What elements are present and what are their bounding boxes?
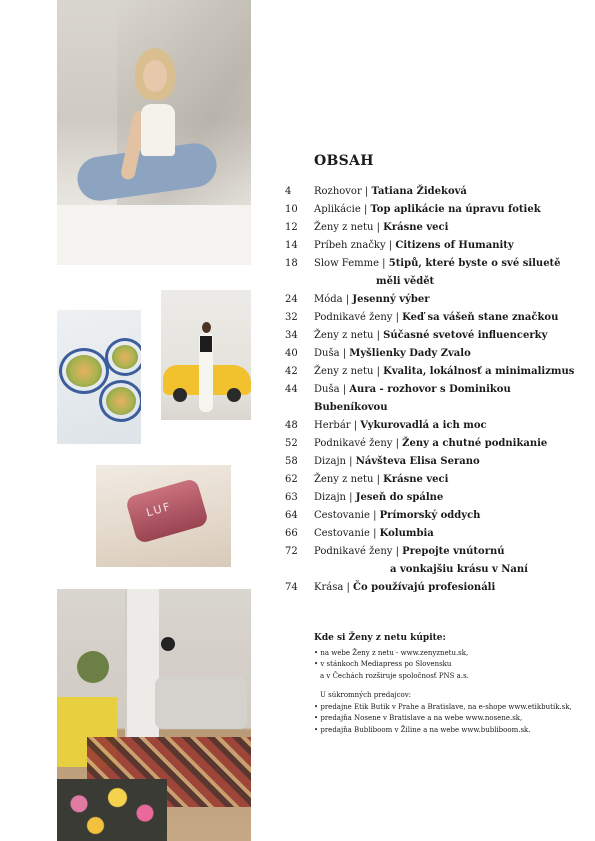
toc-section: Rozhovor [314,186,362,197]
toc-page-number: 14 [285,240,298,251]
buy-line: • predajňa Bubliboom v Žiline a na webe www.bubliboom.sk. [314,725,531,734]
toc-page-number: 48 [285,420,298,431]
toc-page-number: 72 [285,546,298,557]
toc-section: Príbeh značky [314,240,386,251]
toc-section: Podnikavé ženy [314,546,393,557]
buy-line: • na webe Ženy z netu - www.zenyznetu.sk, [314,648,469,657]
buy-line: a v Čechách rozširuje spoločnosť PNS a.s. [320,671,469,680]
toc-row: 34 Ženy z netu | Súčasné svetové influencerky [280,327,580,345]
toc-page-number: 62 [285,474,298,485]
toc-page-number: 10 [285,204,298,215]
toc-section: Ženy z netu [314,366,374,377]
toc-row: 58 Dizajn | Návšteva Elisa Serano [280,453,580,471]
toc-article-title: Vykurovadlá a ich moc [360,420,487,431]
toc-section: Dizajn [314,492,346,503]
jar-logo-text: LUF [144,499,174,520]
toc-row: 64 Cestovanie | Prímorský oddych [280,507,580,525]
toc-article-title: Kvalita, lokálnosť a minimalizmus [383,366,575,377]
toc-section: Herbár [314,420,351,431]
toc-row: 10 Aplikácie | Top aplikácie na úpravu fotiek [280,201,580,219]
buy-line: • predajne Etik Butik v Prahe a Bratislave, na e-shope www.etikbutik.sk, [314,702,572,711]
toc-page-number: 64 [285,510,298,521]
toc-article-title: Top aplikácie na úpravu fotiek [370,204,541,215]
toc-article-title: Myšlienky Dady Zvalo [349,348,471,359]
toc-section: Aplikácie [314,204,361,215]
contents-heading: OBSAH [314,153,374,169]
toc-row: 32 Podnikavé ženy | Keď sa vášeň stane značkou [280,309,580,327]
toc-page-number: 74 [285,582,298,593]
toc-page-number: 24 [285,294,298,305]
toc-article-title: Citizens of Humanity [395,240,514,251]
toc-page-number: 12 [285,222,298,233]
toc-page-number: 42 [285,366,298,377]
toc-article-title: Keď sa vášeň stane značkou [402,312,559,323]
toc-row: 63 Dizajn | Jeseň do spálne [280,489,580,507]
toc-page-number: 34 [285,330,298,341]
toc-section: Cestovanie [314,528,370,539]
toc-section: Ženy z netu [314,330,374,341]
toc-article-title: Jesenný výber [352,294,430,305]
toc-row: 66 Cestovanie | Kolumbia [280,525,580,543]
toc-section: Podnikavé ženy [314,438,393,449]
toc-section: Duša [314,384,340,395]
buy-line: • v stánkoch Mediapress po Slovensku [314,660,452,668]
toc-row: 74 Krása | Čo používajú profesionáli [280,579,580,597]
toc-row: 40 Duša | Myšlienky Dady Zvalo [280,345,580,363]
toc-row: 48 Herbár | Vykurovadlá a ich moc [280,417,580,435]
toc-article-title: Prímorský oddych [379,510,481,521]
toc-page-number: 40 [285,348,298,359]
cover-woman-photo [57,0,251,265]
toc-page-number: 32 [285,312,298,323]
toc-article-title: Návšteva Elisa Serano [355,456,480,467]
toc-section: Podnikavé ženy [314,312,393,323]
toc-article-title: Aura - rozhovor s Dominikou Bubeníkovou [314,384,511,413]
toc-page-number: 18 [285,258,298,269]
toc-section: Slow Femme [314,258,379,269]
toc-article-title: Čo používajú profesionáli [353,582,496,593]
toc-article-title-cont: měli vědět [376,276,435,287]
toc-article-title: Krásne veci [383,474,449,485]
buy-line: • predajňa Nosene v Bratislave a na webe www.nosene.sk, [314,714,523,722]
toc-row: 62 Ženy z netu | Krásne veci [280,471,580,489]
toc-page-number: 63 [285,492,298,503]
food-bowls-photo [57,310,141,444]
toc-article-title-cont: a vonkajšiu krásu v Naní [390,564,528,575]
toc-row: 24 Móda | Jesenný výber [280,291,580,309]
yellow-car-photo [161,290,251,420]
toc-section: Duša [314,348,340,359]
toc-row: 18 Slow Femme | 5tipů, které byste o své siluetě měli vědět [280,255,580,291]
where-to-buy-heading: Kde si Ženy z netu kúpite: [314,633,446,643]
toc-page-number: 58 [285,456,298,467]
toc-row: 44 Duša | Aura - rozhovor s Dominikou Bubeníkovou [280,381,580,417]
cosmetic-jar-photo [96,465,231,567]
toc-section: Cestovanie [314,510,370,521]
toc-section: Ženy z netu [314,474,374,485]
toc-section: Ženy z netu [314,222,374,233]
toc-article-title: Prepojte vnútornú [402,546,505,557]
toc-article-title: 5tipů, které byste o své siluetě [388,258,561,269]
toc-row: 14 Príbeh značky | Citizens of Humanity [280,237,580,255]
buy-subheading: U súkromných predajcov: [320,691,412,699]
toc-page-number: 66 [285,528,298,539]
contents-list [280,183,580,597]
toc-article-title: Kolumbia [379,528,434,539]
toc-row: 72 Podnikavé ženy | Prepojte vnútornú a vonkajšiu krásu v Naní [280,543,580,579]
living-room-photo [57,589,251,841]
toc-article-title: Tatiana Žideková [371,186,467,197]
toc-row: 4 Rozhovor | Tatiana Žideková [280,183,580,201]
toc-row: 52 Podnikavé ženy | Ženy a chutné podnikanie [280,435,580,453]
where-to-buy-box [314,633,584,736]
toc-page-number: 52 [285,438,298,449]
toc-page-number: 44 [285,384,298,395]
toc-article-title: Krásne veci [383,222,449,233]
toc-row: 12 Ženy z netu | Krásne veci [280,219,580,237]
toc-article-title: Ženy a chutné podnikanie [402,438,548,449]
toc-article-title: Súčasné svetové influencerky [383,330,548,341]
toc-article-title: Jeseň do spálne [355,492,444,503]
toc-section: Móda [314,294,343,305]
toc-section: Dizajn [314,456,346,467]
toc-page-number: 4 [285,186,292,197]
toc-section: Krása [314,582,344,593]
toc-row: 42 Ženy z netu | Kvalita, lokálnosť a minimalizmus [280,363,580,381]
